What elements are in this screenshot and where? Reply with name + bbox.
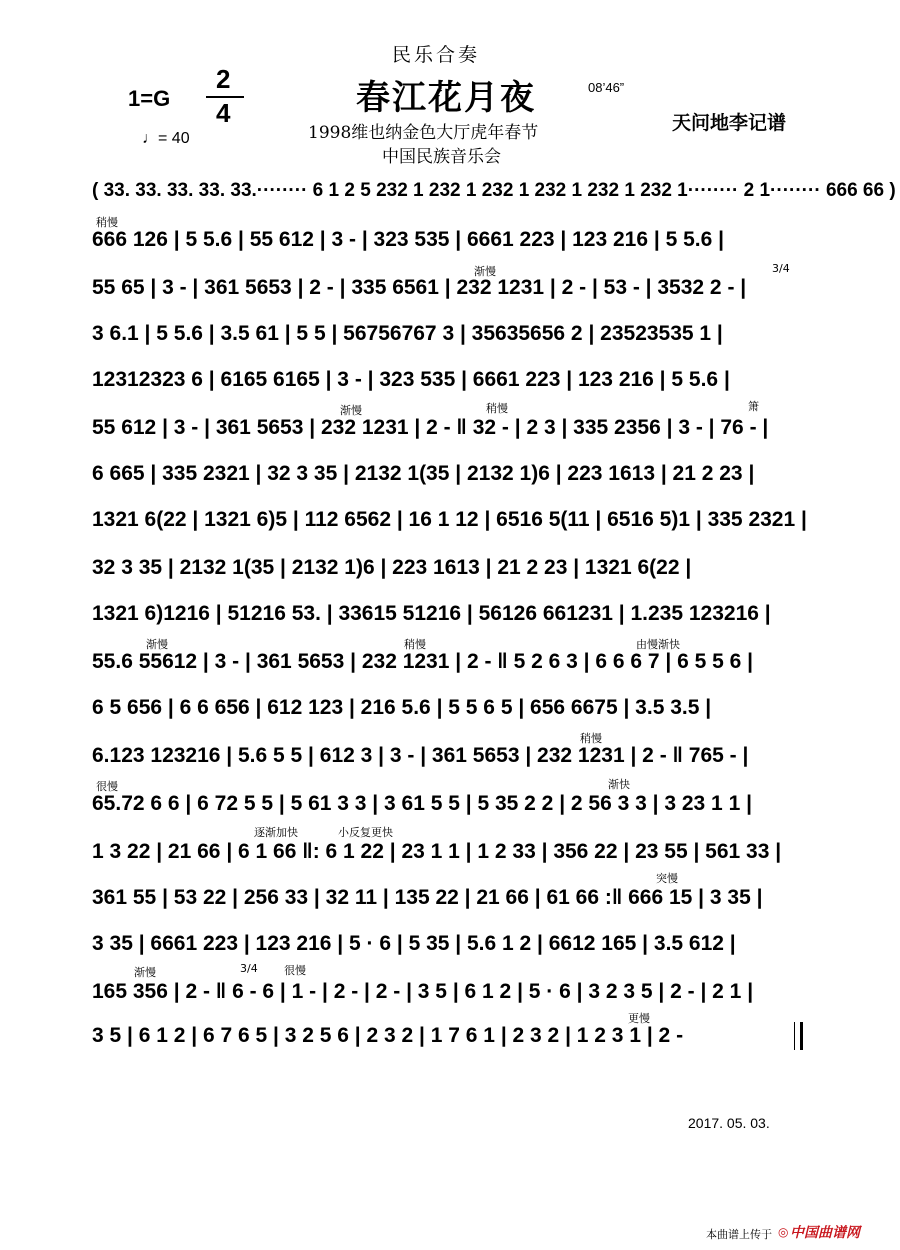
expression-mark: 逐渐加快	[254, 826, 298, 839]
score-row: 1321 6)1216 | 51216 53. | 33615 51216 | 56126 661231 | 1.235 123216 |	[92, 602, 771, 625]
score-row: ( 33. 33. 33. 33. 33.········ 6 1 2 5 232 1 232 1 232 1 232 1 232 1 232 1········ 2 1········ 666 66 )	[92, 180, 896, 201]
expression-mark: 稍慢	[486, 402, 508, 415]
expression-mark: 稍慢	[96, 216, 118, 229]
date-label: 2017. 05. 03.	[688, 1115, 770, 1131]
time-change-mark: 3/4	[772, 262, 790, 275]
score-row: 1321 6(22 | 1321 6)5 | 112 6562 | 16 1 12 | 6516 5(11 | 6516 5)1 | 335 2321 |	[92, 508, 807, 531]
expression-mark: 渐快	[608, 778, 630, 791]
expression-mark: 渐慢	[134, 966, 156, 979]
upload-credit: 本曲谱上传于	[706, 1228, 772, 1241]
time-change-mark: 3/4	[240, 962, 258, 975]
score-row: 3 6.1 | 5 5.6 | 3.5 61 | 5 5 | 56756767 3 | 35635656 2 | 23523535 1 |	[92, 322, 723, 345]
expression-mark: 渐慢	[474, 265, 496, 278]
score-row: 6 5 656 | 6 6 656 | 612 123 | 216 5.6 | 5 5 6 5 | 656 6675 | 3.5 3.5 |	[92, 696, 712, 719]
expression-mark: 稍慢	[580, 732, 602, 745]
expression-mark: 小反复更快	[338, 826, 393, 839]
expression-mark: 更慢	[628, 1012, 650, 1025]
site-logo[interactable]: 中国曲谱网	[790, 1225, 860, 1241]
final-barline-thick	[800, 1022, 803, 1050]
instrument-mark: 箫	[748, 400, 759, 413]
score-row: 32 3 35 | 2132 1(35 | 2132 1)6 | 223 1613 | 21 2 23 | 1321 6(22 |	[92, 556, 692, 579]
expression-mark: 渐慢	[146, 638, 168, 651]
score-row: 666 126 | 5 5.6 | 55 612 | 3 - | 323 535 | 6661 223 | 123 216 | 5 5.6 |	[92, 228, 724, 251]
concert-line-1: 1998维也纳金色大厅虎年春节	[308, 123, 539, 143]
expression-mark: 很慢	[96, 780, 118, 793]
time-signature-numerator: 2	[216, 64, 231, 94]
concert-line-2: 中国民族音乐会	[382, 147, 501, 167]
page-title: 春江花月夜	[356, 78, 536, 118]
expression-mark: 很慢	[284, 964, 306, 977]
score-row: 165 356 | 2 - ‖ 6 - 6 | 1 - | 2 - | 2 - | 3 5 | 6 1 2 | 5 · 6 | 3 2 3 5 | 2 - | 2 1 |	[92, 980, 754, 1003]
expression-mark: 稍慢	[404, 638, 426, 651]
score-row: 3 35 | 6661 223 | 123 216 | 5 · 6 | 5 35 | 5.6 1 2 | 6612 165 | 3.5 612 |	[92, 932, 736, 955]
score-row: 6 665 | 335 2321 | 32 3 35 | 2132 1(35 | 2132 1)6 | 223 1613 | 21 2 23 |	[92, 462, 755, 485]
score-row: 3 5 | 6 1 2 | 6 7 6 5 | 3 2 5 6 | 2 3 2 | 1 7 6 1 | 2 3 2 | 1 2 3 1 | 2 -	[92, 1024, 684, 1047]
transcriber-credit: 天问地李记谱	[672, 112, 787, 134]
score-row: 1 3 22 | 21 66 | 6 1 66 ‖: 6 1 22 | 23 1 1 | 1 2 33 | 356 22 | 23 55 | 561 33 |	[92, 840, 782, 863]
expression-mark: 突慢	[656, 872, 678, 885]
score-row: 65.72 6 6 | 6 72 5 5 | 5 61 3 3 | 3 61 5 5 | 5 35 2 2 | 2 56 3 3 | 3 23 1 1 |	[92, 792, 752, 815]
score-row: 6.123 123216 | 5.6 5 5 | 612 3 | 3 - | 361 5653 | 232 1231 | 2 - ‖ 765 - |	[92, 744, 749, 767]
score-row: 12312323 6 | 6165 6165 | 3 - | 323 535 | 6661 223 | 123 216 | 5 5.6 |	[92, 368, 730, 391]
subtitle: 民乐合奏	[392, 44, 481, 66]
tempo-marking: ♩= 40	[142, 130, 190, 147]
key-signature: 1=G	[128, 86, 171, 111]
score-row: 361 55 | 53 22 | 256 33 | 32 11 | 135 22 | 21 66 | 61 66 :‖ 666 15 | 3 35 |	[92, 886, 763, 909]
score-row: 55 65 | 3 - | 361 5653 | 2 - | 335 6561 | 232 1231 | 2 - | 53 - | 3532 2 - |	[92, 276, 747, 299]
site-logo-icon: ◎	[778, 1225, 789, 1239]
time-signature-denominator: 4	[216, 98, 231, 128]
final-barline-thin	[794, 1022, 795, 1050]
duration-label: 08’46”	[588, 80, 625, 95]
expression-mark: 渐慢	[340, 404, 362, 417]
score-row: 55 612 | 3 - | 361 5653 | 232 1231 | 2 - ‖ 32 - | 2 3 | 335 2356 | 3 - | 76 - |	[92, 416, 769, 439]
expression-mark: 由慢渐快	[636, 638, 680, 651]
score-row: 55.6 55612 | 3 - | 361 5653 | 232 1231 | 2 - ‖ 5 2 6 3 | 6 6 6 7 | 6 5 5 6 |	[92, 650, 754, 673]
